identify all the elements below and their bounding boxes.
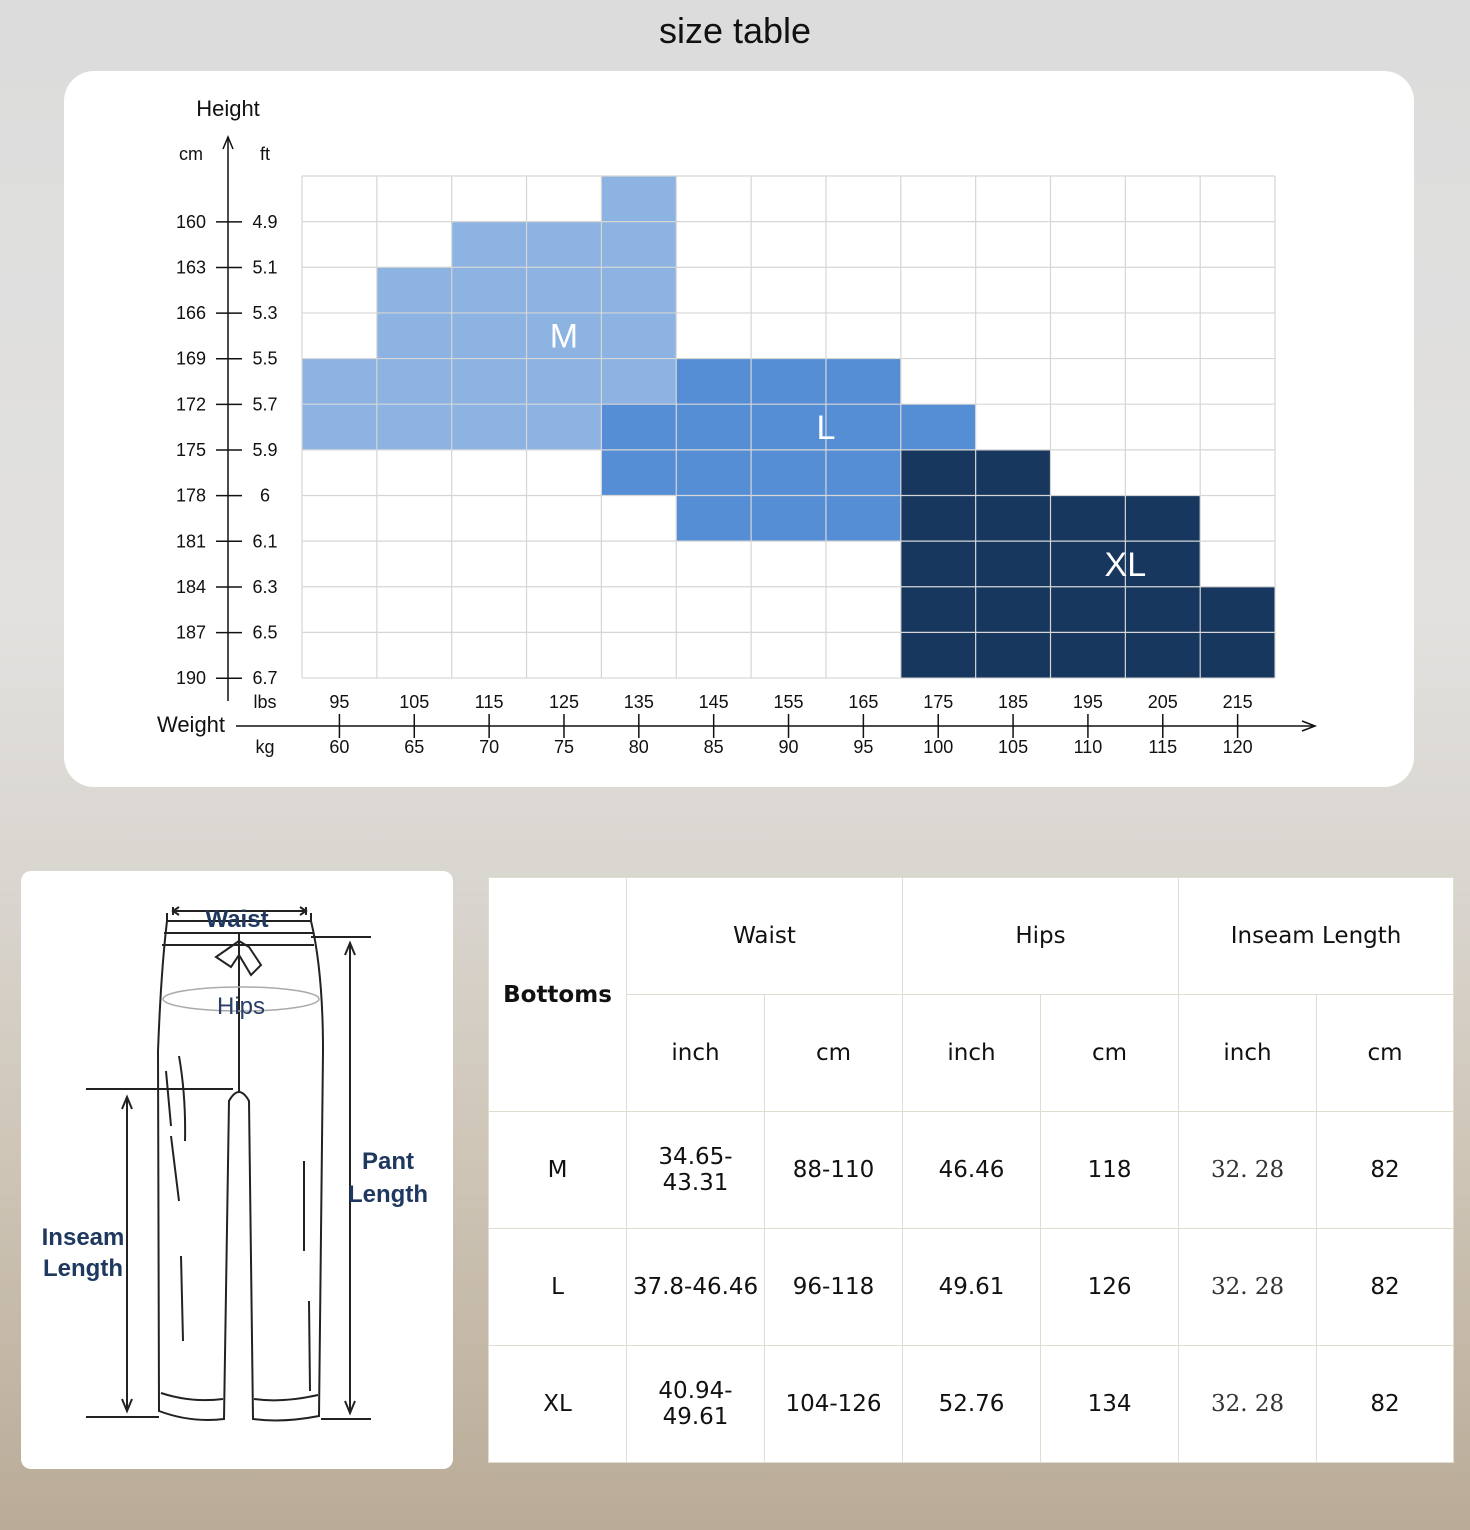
x-tick-label-lbs: 105	[399, 692, 430, 712]
y-tick-label-cm: 175	[175, 440, 207, 461]
size-cell-m	[377, 267, 452, 313]
y-tick-label-ft: 6.7	[252, 668, 278, 689]
value-cell: 104-126	[765, 1346, 903, 1463]
y-tick-label-ft: 5.1	[252, 257, 278, 278]
size-cell-xl	[1200, 587, 1275, 633]
size-chart	[64, 71, 1414, 787]
value-cell: 32. 28	[1179, 1229, 1317, 1346]
inseam-length-label-line2: Length	[43, 1255, 123, 1282]
pants-diagram	[21, 871, 453, 1469]
value-cell: 82	[1317, 1229, 1454, 1346]
x-tick-label-kg: 120	[1222, 737, 1253, 757]
x-tick-label-lbs: 215	[1222, 692, 1253, 712]
x-tick-label-lbs: 125	[548, 692, 579, 712]
size-measurement-table	[488, 877, 1454, 1463]
y-tick-label-cm: 169	[175, 348, 207, 369]
value-cell: 34.65-43.31	[627, 1112, 765, 1229]
unit-header: cm	[1317, 995, 1454, 1112]
value-cell: 37.8-46.46	[627, 1229, 765, 1346]
unit-header: inch	[1179, 995, 1317, 1112]
size-cell-m	[452, 313, 527, 359]
size-cell-xl	[976, 495, 1051, 541]
y-tick-label-ft: 5.5	[252, 348, 278, 369]
y-tick-label-ft: 6.3	[252, 576, 278, 597]
size-cell-l	[826, 404, 901, 450]
size-cell-m	[377, 313, 452, 359]
size-cell: L	[489, 1229, 627, 1346]
inseam-length-label-line1: Inseam	[41, 1224, 125, 1251]
size-cell-l	[826, 495, 901, 541]
group-header-waist: Waist	[627, 878, 903, 995]
y-tick-label-cm: 166	[175, 303, 207, 324]
y-unit-cm: cm	[179, 144, 203, 164]
y-tick-label-ft: 6.5	[252, 622, 278, 643]
y-tick-label-ft: 6	[259, 485, 271, 506]
x-axis-title: Weight	[156, 712, 226, 737]
size-cell-m	[601, 313, 676, 359]
y-unit-ft: ft	[259, 144, 271, 164]
y-tick-label-cm: 160	[175, 211, 207, 232]
size-cell-m	[601, 267, 676, 313]
value-cell: 118	[1041, 1112, 1179, 1229]
y-tick-label-cm: 163	[175, 257, 207, 278]
size-cell-xl	[901, 450, 976, 496]
size-cell-xl	[1125, 632, 1200, 678]
size-cell-l	[676, 450, 751, 496]
y-tick-label-cm: 184	[175, 576, 207, 597]
size-cell-l	[901, 404, 976, 450]
x-unit-lbs: lbs	[253, 692, 277, 712]
table-row	[489, 1229, 1454, 1346]
size-cell-l	[676, 359, 751, 405]
x-tick-label-kg: 85	[703, 737, 724, 757]
x-tick-label-lbs: 175	[923, 692, 954, 712]
size-cell-xl	[1051, 587, 1126, 633]
value-cell: 126	[1041, 1229, 1179, 1346]
size-cell-m	[527, 222, 602, 268]
size-cell-l	[751, 450, 826, 496]
x-tick-label-kg: 110	[1073, 737, 1103, 757]
x-tick-label-lbs: 115	[474, 692, 504, 712]
x-tick-label-lbs: 145	[698, 692, 729, 712]
size-cell-xl	[976, 587, 1051, 633]
size-cell-m	[377, 359, 452, 405]
size-cell-l	[601, 404, 676, 450]
size-cell-l	[676, 404, 751, 450]
size-cell-m	[377, 404, 452, 450]
size-cell-m	[601, 222, 676, 268]
size-cell-m	[452, 267, 527, 313]
size-cell-xl	[976, 632, 1051, 678]
size-label-xl: XL	[1104, 545, 1147, 584]
size-cell-m	[527, 359, 602, 405]
size-cell-l	[826, 450, 901, 496]
size-cell-xl	[1051, 495, 1126, 541]
y-tick-label-cm: 187	[175, 622, 207, 643]
unit-header: inch	[903, 995, 1041, 1112]
size-label-m: M	[549, 317, 579, 356]
size-cell-xl	[901, 587, 976, 633]
size-cell-m	[452, 359, 527, 405]
value-cell: 32. 28	[1179, 1346, 1317, 1463]
value-cell: 52.76	[903, 1346, 1041, 1463]
pants-diagram-card	[21, 871, 453, 1469]
y-tick-label-ft: 5.9	[252, 440, 278, 461]
hips-label: Hips	[216, 993, 266, 1020]
size-cell-l	[826, 359, 901, 405]
x-tick-label-kg: 80	[628, 737, 649, 757]
x-tick-label-lbs: 185	[998, 692, 1029, 712]
unit-header: cm	[765, 995, 903, 1112]
size-cell-m	[452, 222, 527, 268]
value-cell: 32. 28	[1179, 1112, 1317, 1229]
value-cell: 134	[1041, 1346, 1179, 1463]
size-cell-xl	[1200, 632, 1275, 678]
x-tick-label-kg: 75	[553, 737, 574, 757]
x-tick-label-kg: 70	[479, 737, 500, 757]
pant-length-label-line1: Pant	[361, 1148, 415, 1175]
size-cell: M	[489, 1112, 627, 1229]
x-unit-kg: kg	[255, 737, 275, 757]
x-tick-label-lbs: 95	[329, 692, 350, 712]
x-tick-label-kg: 90	[778, 737, 799, 757]
size-cell-m	[601, 176, 676, 222]
size-cell-xl	[901, 495, 976, 541]
x-tick-label-lbs: 195	[1072, 692, 1103, 712]
x-tick-label-kg: 95	[853, 737, 874, 757]
size-cell-m	[601, 359, 676, 405]
size-cell-xl	[1051, 632, 1126, 678]
size-label-l: L	[816, 409, 836, 448]
y-tick-label-ft: 5.7	[252, 394, 278, 415]
value-cell: 46.46	[903, 1112, 1041, 1229]
x-tick-label-kg: 65	[404, 737, 425, 757]
y-tick-label-ft: 5.3	[252, 303, 278, 324]
table-corner-header: Bottoms	[489, 878, 627, 1112]
value-cell: 49.61	[903, 1229, 1041, 1346]
y-tick-label-cm: 181	[175, 531, 207, 552]
y-tick-label-cm: 178	[175, 485, 207, 506]
value-cell: 96-118	[765, 1229, 903, 1346]
x-tick-label-kg: 100	[923, 737, 954, 757]
x-tick-label-lbs: 155	[773, 692, 804, 712]
y-tick-label-ft: 4.9	[252, 211, 278, 232]
size-cell-m	[302, 359, 377, 405]
size-cell-m	[302, 404, 377, 450]
table-row	[489, 1112, 1454, 1229]
size-cell-l	[601, 450, 676, 496]
pant-length-label-line2: Length	[348, 1181, 428, 1208]
size-chart-card	[64, 71, 1414, 787]
unit-header: cm	[1041, 995, 1179, 1112]
y-axis-title: Height	[196, 96, 260, 121]
value-cell: 82	[1317, 1346, 1454, 1463]
group-header-hips: Hips	[903, 878, 1179, 995]
x-tick-label-lbs: 135	[623, 692, 654, 712]
size-cell-m	[527, 267, 602, 313]
size-cell-l	[751, 495, 826, 541]
value-cell: 82	[1317, 1112, 1454, 1229]
y-tick-label-cm: 172	[175, 394, 207, 415]
size-cell-xl	[901, 632, 976, 678]
group-header-inseam: Inseam Length	[1179, 878, 1454, 995]
y-tick-label-cm: 190	[175, 668, 207, 689]
waist-label: Waist	[205, 906, 269, 933]
size-cell-xl	[1125, 587, 1200, 633]
size-cell-xl	[976, 541, 1051, 587]
x-tick-label-kg: 105	[998, 737, 1029, 757]
table-row	[489, 1346, 1454, 1463]
size-cell-m	[452, 404, 527, 450]
x-tick-label-lbs: 205	[1147, 692, 1178, 712]
page-title: size table	[658, 10, 812, 51]
size-cell-l	[676, 495, 751, 541]
unit-header: inch	[627, 995, 765, 1112]
x-tick-label-kg: 60	[329, 737, 350, 757]
size-cell-xl	[901, 541, 976, 587]
size-cell-l	[751, 359, 826, 405]
y-tick-label-ft: 6.1	[252, 531, 278, 552]
value-cell: 88-110	[765, 1112, 903, 1229]
size-cell-l	[751, 404, 826, 450]
size-cell: XL	[489, 1346, 627, 1463]
value-cell: 40.94-49.61	[627, 1346, 765, 1463]
size-cell-xl	[976, 450, 1051, 496]
x-tick-label-lbs: 165	[848, 692, 879, 712]
size-cell-m	[527, 404, 602, 450]
x-tick-label-kg: 115	[1148, 737, 1178, 757]
size-cell-xl	[1125, 495, 1200, 541]
